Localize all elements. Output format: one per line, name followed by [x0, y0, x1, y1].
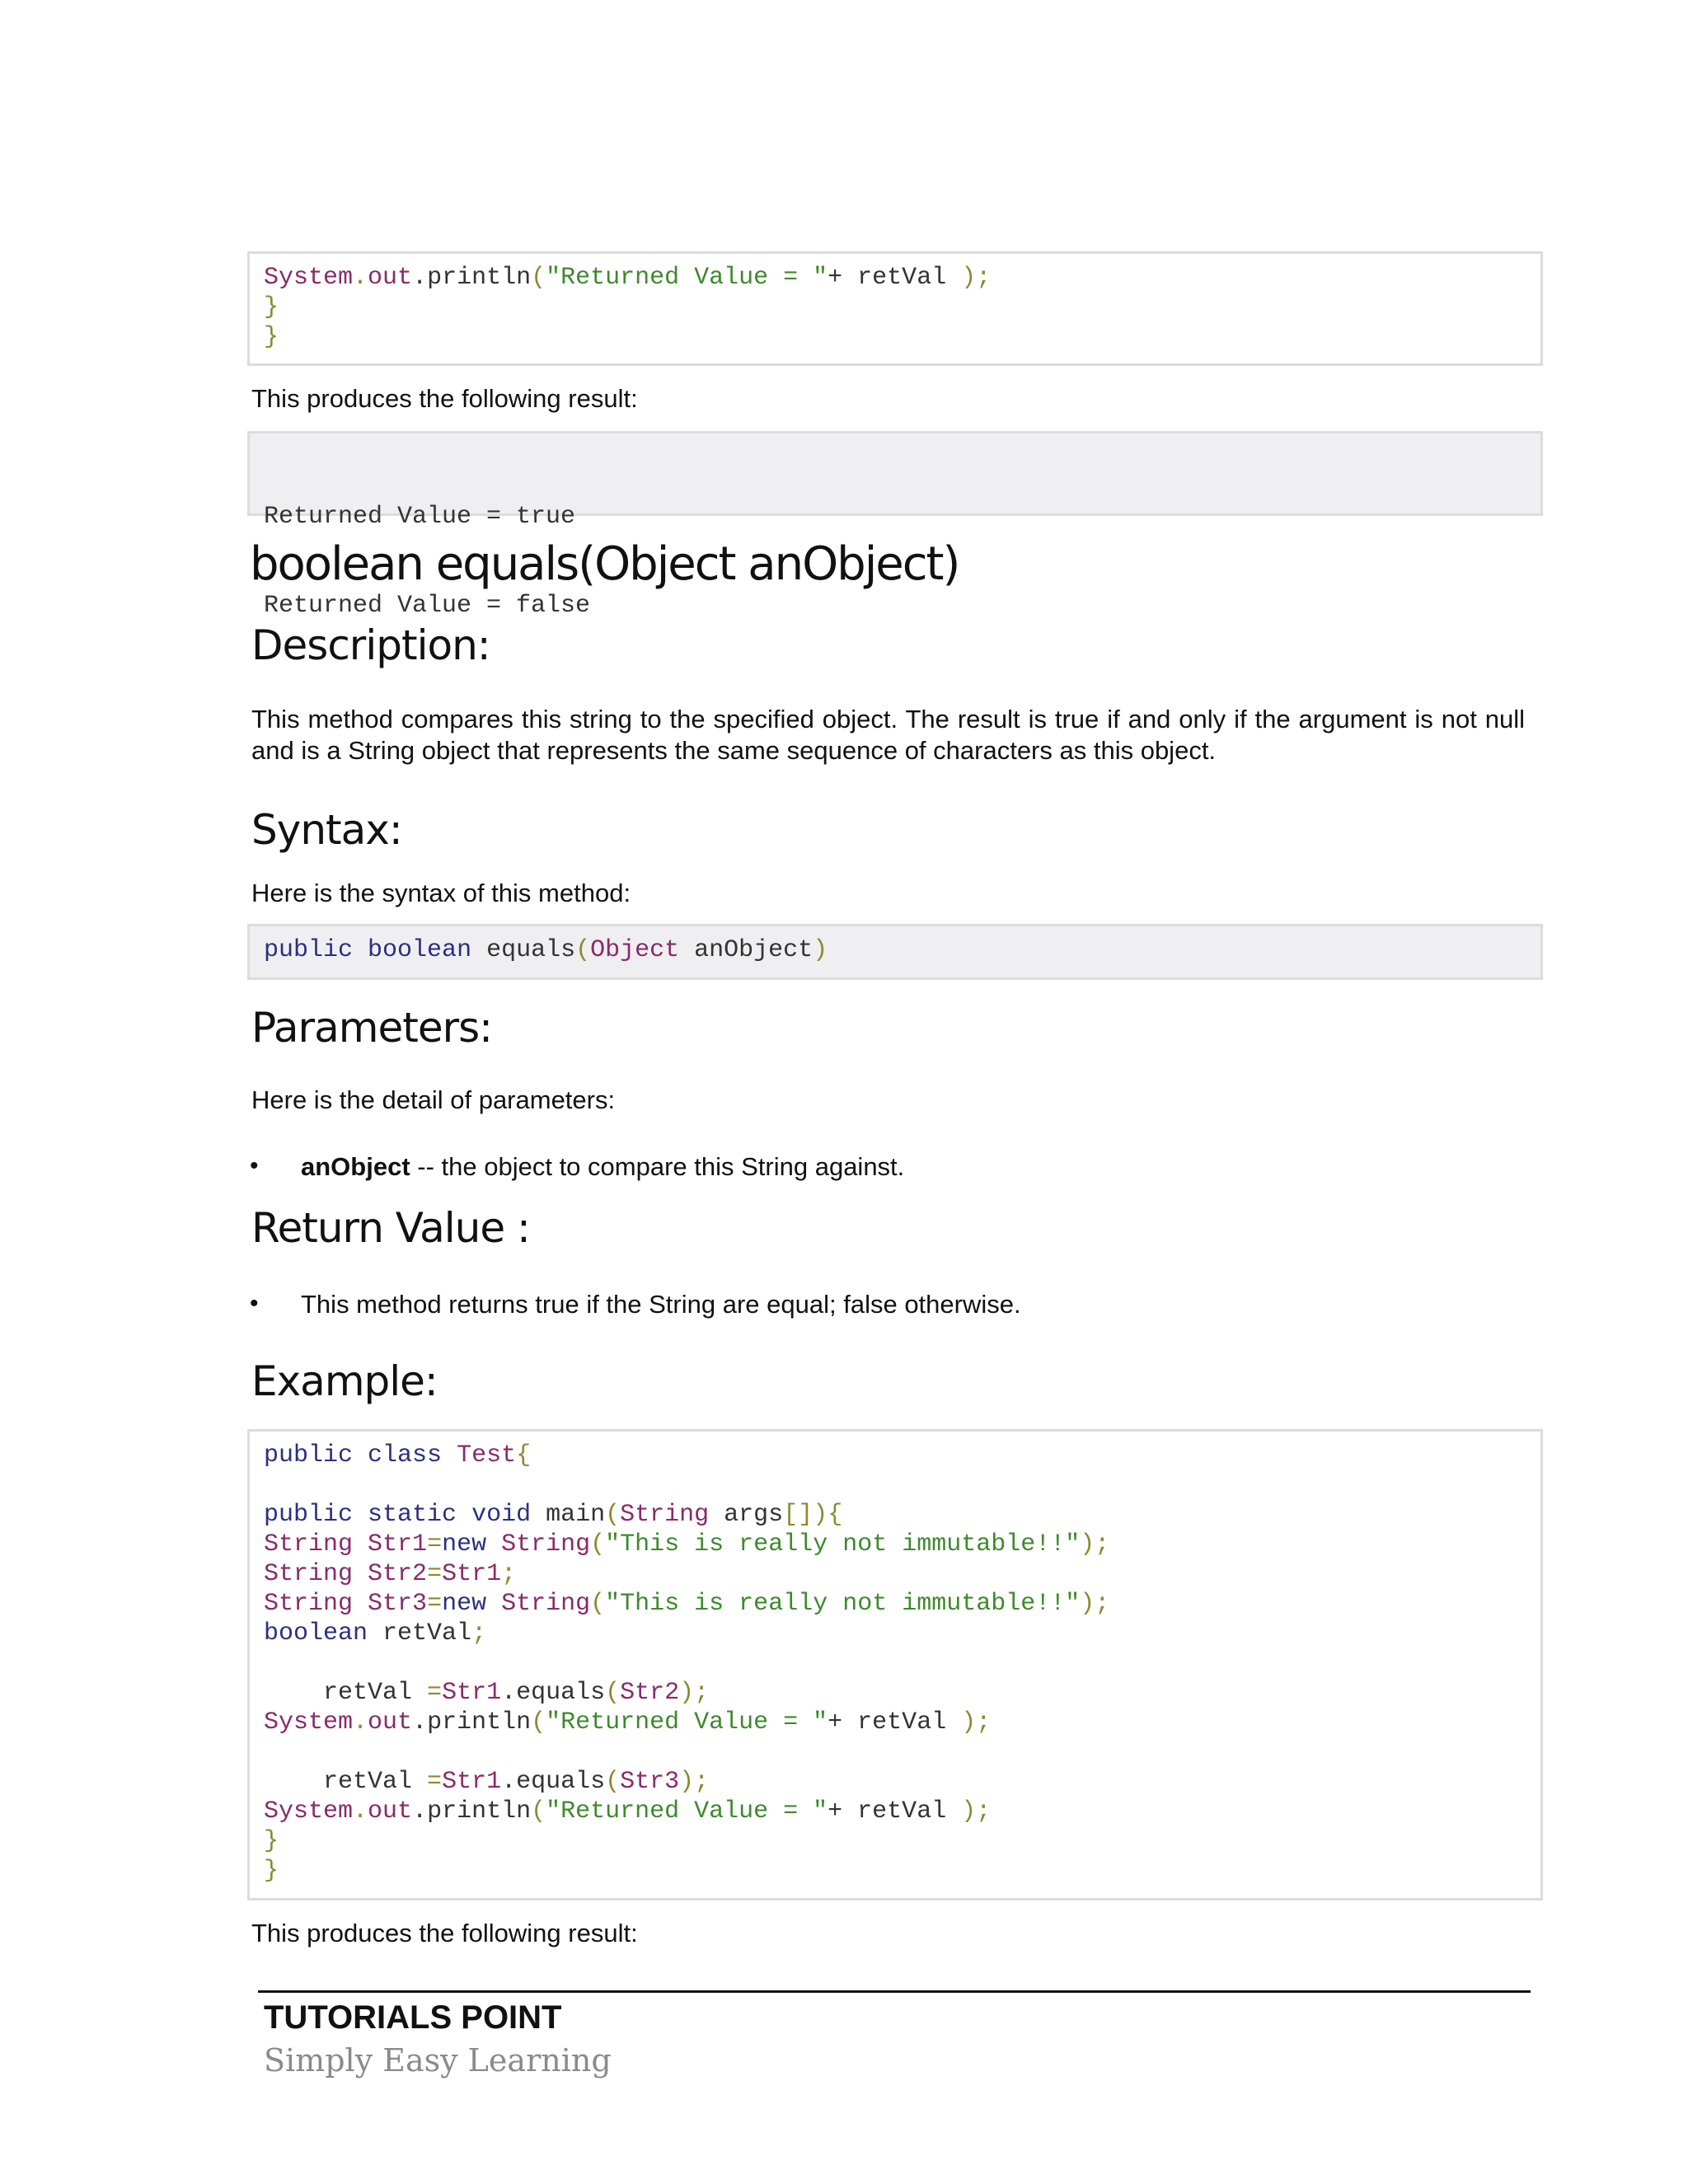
parameter-description: -- the object to compare this String against. — [410, 1152, 905, 1181]
code-token — [442, 1441, 457, 1469]
code-token: Str2 — [620, 1679, 680, 1707]
code-token: Str3 — [620, 1768, 680, 1796]
syntax-intro: Here is the syntax of this method: — [251, 879, 631, 907]
code-token: "This is really not immutable!!" — [605, 1530, 1081, 1558]
code-token — [353, 936, 368, 964]
code-token: "Returned Value = " — [546, 1708, 828, 1736]
code-token: ); — [1080, 1590, 1110, 1618]
code-line — [264, 1678, 1526, 1708]
code-token: boolean — [264, 1619, 368, 1647]
bullet-icon: • — [250, 1152, 259, 1179]
code-token: Object — [590, 936, 680, 964]
code-line — [264, 935, 1526, 965]
code-token: ( — [605, 1679, 621, 1707]
code-line — [264, 1856, 1526, 1886]
return-value-heading: Return Value : — [251, 1204, 530, 1252]
code-token: } — [264, 1857, 279, 1885]
code-token: ( — [605, 1768, 621, 1796]
code-token — [353, 1530, 368, 1558]
code-token: { — [516, 1441, 532, 1469]
code-token: .println — [412, 1797, 532, 1825]
footer-divider — [258, 1990, 1531, 1993]
code-line — [264, 293, 1526, 322]
code-token: retVal — [368, 1619, 472, 1647]
code-token: .println — [412, 1708, 532, 1736]
parameters-heading: Parameters: — [251, 1004, 493, 1052]
code-line — [264, 1619, 1526, 1648]
code-token — [486, 1590, 501, 1618]
code-token: = — [427, 1560, 443, 1588]
description-heading: Description: — [251, 621, 490, 669]
example-heading: Example: — [251, 1357, 438, 1405]
code-token: } — [264, 323, 279, 351]
code-token — [353, 1441, 368, 1469]
code-token: ); — [961, 1708, 992, 1736]
code-token: Str1 — [442, 1679, 502, 1707]
method-heading: boolean equals(Object anObject) — [250, 537, 959, 591]
code-token — [353, 1501, 368, 1529]
code-token: "Returned Value = " — [546, 264, 828, 292]
code-block-top — [247, 251, 1543, 366]
code-token: ); — [1080, 1530, 1110, 1558]
code-line — [264, 1470, 1526, 1500]
code-token: + retVal — [828, 1797, 962, 1825]
code-token: ( — [590, 1530, 606, 1558]
result-intro-1: This produces the following result: — [251, 384, 638, 413]
code-line — [264, 1559, 1526, 1589]
parameter-item — [301, 1151, 904, 1183]
code-token: equals — [471, 936, 576, 964]
code-token: public — [264, 1441, 354, 1469]
code-token: String — [501, 1590, 591, 1618]
code-line — [264, 1826, 1526, 1856]
code-line — [264, 1500, 1526, 1530]
code-token: anObject — [679, 936, 814, 964]
code-token: String — [620, 1501, 710, 1529]
code-token: ; — [501, 1560, 517, 1588]
code-line — [264, 263, 1526, 293]
parameters-intro: Here is the detail of parameters: — [251, 1085, 616, 1114]
code-token: . — [353, 1797, 368, 1825]
code-token: ( — [605, 1501, 621, 1529]
parameter-name: anObject — [301, 1152, 410, 1181]
code-token: ); — [679, 1768, 710, 1796]
code-token: Str3 — [368, 1590, 428, 1618]
code-token: public — [264, 936, 354, 964]
code-token: new — [442, 1590, 487, 1618]
code-token — [486, 1530, 501, 1558]
code-line — [264, 1737, 1526, 1767]
code-token: } — [264, 293, 279, 321]
example-code-block — [247, 1429, 1543, 1900]
code-token: ); — [679, 1679, 710, 1707]
code-token: ; — [471, 1619, 487, 1647]
code-token: = — [427, 1590, 443, 1618]
code-token: main — [531, 1501, 606, 1529]
code-token: Test — [457, 1441, 517, 1469]
code-token: String — [264, 1530, 354, 1558]
code-token: static — [368, 1501, 457, 1529]
code-line — [264, 1767, 1526, 1797]
code-token: retVal — [264, 1768, 428, 1796]
code-token: ( — [531, 1708, 546, 1736]
code-token: .equals — [501, 1679, 606, 1707]
code-line — [264, 1589, 1526, 1619]
code-token: args — [709, 1501, 784, 1529]
code-token: void — [471, 1501, 532, 1529]
code-token: []){ — [783, 1501, 843, 1529]
code-token: System — [264, 1797, 354, 1825]
syntax-code-block — [247, 924, 1543, 980]
footer-brand: TUTORIALS POINT — [264, 1999, 562, 2036]
code-token: .println — [412, 264, 532, 292]
code-token: ) — [813, 936, 828, 964]
code-token: Str2 — [368, 1560, 428, 1588]
code-token: + retVal — [828, 1708, 962, 1736]
code-token: public — [264, 1501, 354, 1529]
code-token: . — [353, 264, 368, 292]
result-intro-2: This produces the following result: — [251, 1919, 638, 1947]
code-token: Str1 — [368, 1530, 428, 1558]
output-line: Returned Value = true — [264, 503, 576, 531]
code-token: ( — [575, 936, 591, 964]
footer-tagline: Simply Easy Learning — [264, 2042, 612, 2079]
code-line — [264, 1441, 1526, 1470]
code-token: System — [264, 264, 354, 292]
code-token: Str1 — [442, 1768, 502, 1796]
code-token — [457, 1501, 471, 1529]
code-token: . — [353, 1708, 368, 1736]
code-line — [264, 1708, 1526, 1737]
code-token: String — [264, 1560, 354, 1588]
code-token: ( — [590, 1590, 606, 1618]
code-token: new — [442, 1530, 487, 1558]
syntax-heading: Syntax: — [251, 806, 402, 854]
code-token: out — [368, 264, 413, 292]
code-token: ( — [531, 1797, 546, 1825]
return-value-text: This method returns true if the String are equal; false otherwise. — [301, 1290, 1021, 1319]
code-token: "This is really not immutable!!" — [605, 1590, 1081, 1618]
code-token: = — [427, 1679, 443, 1707]
bullet-icon: • — [250, 1290, 259, 1317]
code-token: String — [264, 1590, 354, 1618]
code-token: .equals — [501, 1768, 606, 1796]
code-token: "Returned Value = " — [546, 1797, 828, 1825]
description-text: This method compares this string to the specified object. The result is true if and only if the argument is not null and is a String object that represents the same sequence of characters as this object. — [251, 705, 1525, 765]
code-token: ( — [531, 264, 546, 292]
code-token: retVal — [264, 1679, 428, 1707]
code-line — [264, 1530, 1526, 1559]
code-token: out — [368, 1708, 413, 1736]
code-token — [353, 1590, 368, 1618]
code-token: String — [501, 1530, 591, 1558]
code-token: class — [368, 1441, 443, 1469]
code-line — [264, 1648, 1526, 1678]
code-token: System — [264, 1708, 354, 1736]
code-token: boolean — [368, 936, 472, 964]
code-line — [264, 1797, 1526, 1826]
code-token — [353, 1560, 368, 1588]
code-token: } — [264, 1827, 279, 1855]
code-token: out — [368, 1797, 413, 1825]
code-token: + retVal — [828, 264, 962, 292]
output-line: Returned Value = false — [264, 592, 591, 620]
code-token: = — [427, 1768, 443, 1796]
code-token: Str1 — [442, 1560, 502, 1588]
code-token: ); — [961, 264, 992, 292]
code-token: ); — [961, 1797, 992, 1825]
code-token: = — [427, 1530, 443, 1558]
code-line — [264, 322, 1526, 352]
